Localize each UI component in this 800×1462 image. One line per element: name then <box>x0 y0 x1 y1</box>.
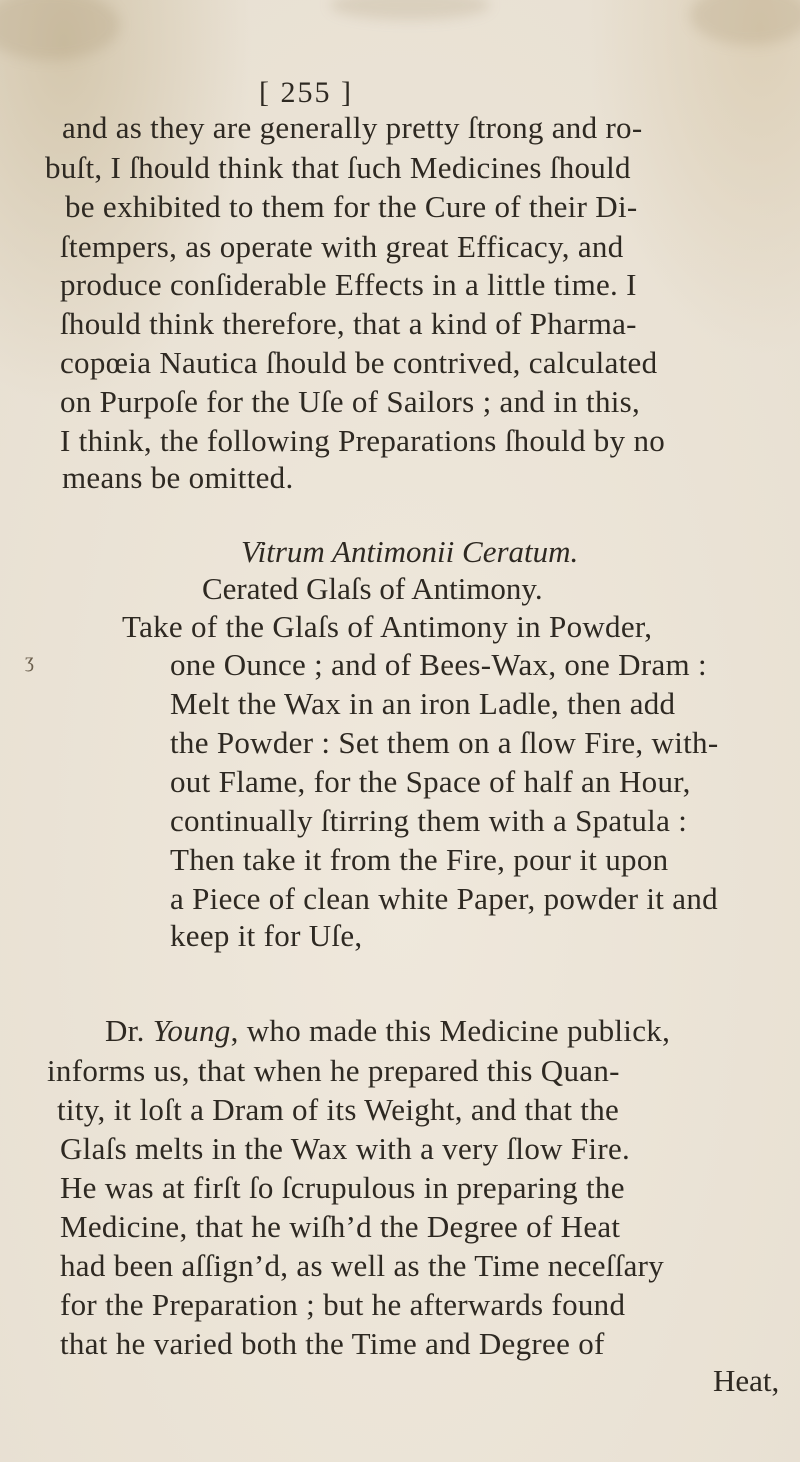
text-line: produce conſiderable Effects in a little time. I <box>60 267 637 302</box>
paper-stain <box>0 0 120 60</box>
text-line: and as they are generally pretty ſtrong and ro- <box>62 110 643 145</box>
text-line: Melt the Wax in an iron Ladle, then add <box>170 686 676 721</box>
text-line: that he varied both the Time and Degree of <box>60 1326 605 1361</box>
text-line: a Piece of clean white Paper, powder it and <box>170 881 718 916</box>
text-line: on Purpoſe for the Uſe of Sailors ; and in this, <box>60 384 641 419</box>
text-line: Then take it from the Fire, pour it upon <box>170 842 669 877</box>
text-line: ſhould think therefore, that a kind of Pharma- <box>60 306 637 341</box>
text-segment: Dr. <box>105 1013 153 1048</box>
text-line: out Flame, for the Space of half an Hour, <box>170 764 691 799</box>
text-line: He was at firſt ſo ſcrupulous in preparing the <box>60 1170 625 1205</box>
text-line: informs us, that when he prepared this Quan- <box>47 1053 620 1088</box>
paper-stain <box>690 0 800 45</box>
page-number: [ 255 ] <box>259 76 353 109</box>
text-segment: , who made this Medicine publick, <box>230 1013 671 1048</box>
text-line: I think, the following Preparations ſhould by no <box>60 423 666 458</box>
text-line: the Powder : Set them on a ſlow Fire, with- <box>170 725 719 760</box>
text-line: Medicine, that he wiſh’d the Degree of Heat <box>60 1209 621 1244</box>
text-line: copœia Nautica ſhould be contrived, calculated <box>60 345 658 380</box>
text-line <box>105 1013 670 1049</box>
text-line: for the Preparation ; but he afterwards found <box>60 1287 626 1322</box>
text-line: Take of the Glaſs of Antimony in Powder, <box>122 609 653 644</box>
text-line: had been aſſign’d, as well as the Time neceſſary <box>60 1248 665 1283</box>
catchword: Heat, <box>713 1363 780 1398</box>
text-line: keep it for Uſe, <box>170 918 363 953</box>
text-line: tity, it loſt a Dram of its Weight, and that the <box>57 1092 620 1127</box>
text-line: buſt, I ſhould think that ſuch Medicines ſhould <box>45 150 631 185</box>
paper-stain <box>330 0 490 20</box>
text-line: continually ſtirring them with a Spatula : <box>170 803 688 838</box>
proper-name: Young <box>152 1013 231 1048</box>
text-line: ſtempers, as operate with great Efficacy, and <box>60 229 624 264</box>
text-line: one Ounce ; and of Bees-Wax, one Dram : <box>170 647 707 682</box>
recipe-title: Vitrum Antimonii Ceratum. <box>241 534 579 569</box>
text-line: be exhibited to them for the Cure of their Di- <box>65 189 638 224</box>
text-line: Glaſs melts in the Wax with a very ſlow Fire. <box>60 1131 631 1166</box>
recipe-subtitle: Cerated Glaſs of Antimony. <box>202 571 543 606</box>
margin-mark: ʒ <box>25 650 34 672</box>
text-line: means be omitted. <box>62 460 294 495</box>
